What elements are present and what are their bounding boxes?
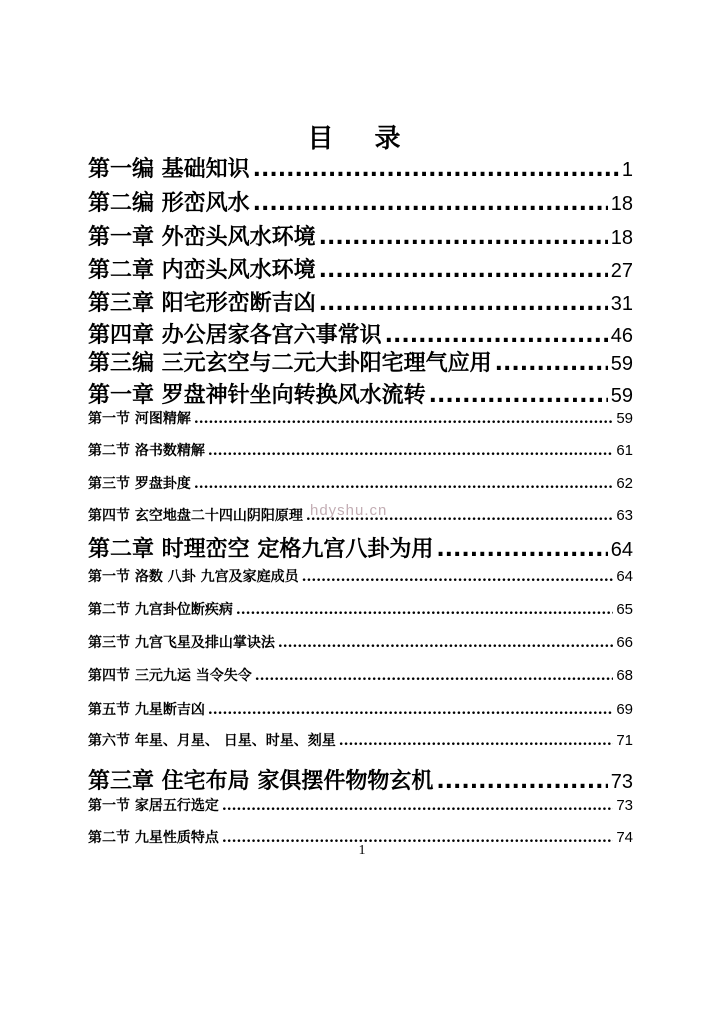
- toc-entry-label: 第二节 洛书数精解: [88, 443, 205, 459]
- toc-entry: [88, 378, 633, 409]
- toc-entry-page: 59: [610, 385, 633, 407]
- toc-entry: [88, 220, 633, 251]
- toc-entry-page: 64: [610, 539, 633, 561]
- toc-entry: [88, 599, 633, 619]
- toc-entry-label: 第一节 河图精解: [88, 411, 191, 427]
- dot-leader: [208, 443, 613, 459]
- dot-leader: [436, 769, 607, 794]
- toc-entry-page: 73: [610, 771, 633, 793]
- dot-leader: [278, 635, 613, 651]
- toc-entry: [88, 253, 633, 284]
- toc-entry-page: 69: [616, 701, 633, 718]
- dot-leader: [236, 602, 613, 618]
- toc-entry-label: 第六节 年星、月星、 日星、时星、刻星: [88, 733, 336, 749]
- dot-leader: [385, 323, 608, 348]
- toc-entry-page: 73: [616, 797, 633, 814]
- toc-entry-page: 59: [610, 353, 633, 375]
- toc-entry: [88, 408, 633, 428]
- toc-entry: [88, 566, 633, 586]
- toc-entry-page: 27: [610, 260, 633, 282]
- toc-entry-label: 第一编 基础知识: [88, 157, 250, 182]
- toc-entry: [88, 318, 633, 349]
- toc-entry: [88, 186, 633, 217]
- toc-entry-label: 第一节 洛数 八卦 九宫及家庭成员: [88, 569, 299, 585]
- toc-entry-page: 65: [616, 601, 633, 618]
- dot-leader: [495, 351, 608, 376]
- dot-leader: [319, 225, 608, 250]
- toc-entry-label: 第二编 形峦风水: [88, 191, 250, 216]
- toc-entry-page: 46: [610, 325, 633, 347]
- dot-leader: [319, 258, 608, 283]
- dot-leader: [253, 157, 619, 182]
- toc-entry: [88, 795, 633, 815]
- toc-entry: [88, 665, 633, 685]
- toc-entry-label: 第四章 办公居家各宫六事常识: [88, 323, 382, 348]
- toc-entry-page: 18: [610, 193, 633, 215]
- toc-entry-label: 第三节 罗盘卦度: [88, 476, 191, 492]
- dot-leader: [194, 476, 613, 492]
- toc-entry-page: 31: [610, 293, 633, 315]
- toc-entry-label: 第二章 时理峦空 定格九宫八卦为用: [88, 537, 434, 562]
- toc-entry-label: 第五节 九星断吉凶: [88, 702, 205, 718]
- dot-leader: [253, 191, 608, 216]
- toc-entry-page: 68: [616, 667, 633, 684]
- watermark: hdyshu.cn: [310, 502, 388, 519]
- toc-entry-label: 第三章 阳宅形峦断吉凶: [88, 291, 316, 316]
- toc-entry-label: 第四节 三元九运 当令失令: [88, 668, 252, 684]
- toc-entry-page: 66: [616, 634, 633, 651]
- toc-entry-label: 第四节 玄空地盘二十四山阴阳原理: [88, 508, 303, 524]
- toc-entry-page: 18: [610, 227, 633, 249]
- toc-entry-page: 61: [616, 442, 633, 459]
- toc-entry-label: 第二章 内峦头风水环境: [88, 258, 316, 283]
- dot-leader: [436, 537, 607, 562]
- dot-leader: [194, 411, 613, 427]
- toc-entry-page: 71: [616, 732, 633, 749]
- toc-entry: [88, 346, 633, 377]
- toc-entry: [88, 632, 633, 652]
- toc-entry-page: 59: [616, 410, 633, 427]
- dot-leader: [208, 702, 613, 718]
- dot-leader: [319, 291, 608, 316]
- page-number: 1: [358, 843, 366, 858]
- toc-entry-label: 第一章 罗盘神针坐向转换风水流转: [88, 383, 426, 408]
- toc-entry-page: 64: [616, 568, 633, 585]
- toc-entry-label: 第二节 九宫卦位断疾病: [88, 602, 233, 618]
- dot-leader: [429, 383, 608, 408]
- toc-entry: [88, 532, 633, 563]
- toc-entry-page: 62: [616, 475, 633, 492]
- toc-entry-label: 第三节 九宫飞星及排山掌诀法: [88, 635, 275, 651]
- toc-entry-label: 第三编 三元玄空与二元大卦阳宅理气应用: [88, 351, 492, 376]
- toc-entry-label: 第三章 住宅布局 家俱摆件物物玄机: [88, 769, 434, 794]
- page-title: 目 录: [307, 124, 417, 154]
- toc-entry-page: 74: [616, 829, 633, 846]
- dot-leader: [339, 733, 614, 749]
- toc-entry: [88, 440, 633, 460]
- toc-entry: [88, 699, 633, 719]
- toc-entry-page: 1: [621, 159, 633, 181]
- toc-entry: [88, 473, 633, 493]
- toc-entry-page: 63: [616, 507, 633, 524]
- toc-entry: [88, 764, 633, 795]
- toc-entry: [88, 730, 633, 750]
- toc-entry-label: 第一节 家居五行选定: [88, 798, 219, 814]
- dot-leader: [222, 798, 613, 814]
- toc-entry-label: 第一章 外峦头风水环境: [88, 225, 316, 250]
- dot-leader: [255, 668, 614, 684]
- toc-entry-label: 第二节 九星性质特点: [88, 830, 219, 846]
- dot-leader: [302, 569, 614, 585]
- toc-entry: [88, 286, 633, 317]
- toc-entry: [88, 152, 633, 183]
